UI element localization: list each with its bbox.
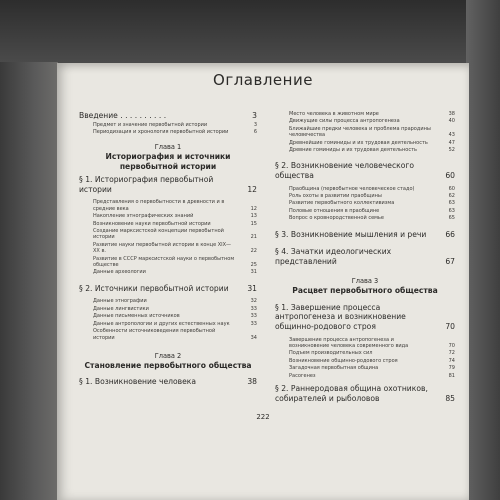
toc-section: § 2. Раннеродовая община охотников, собирателей и рыболовов 85 <box>275 384 455 403</box>
book-page <box>57 63 469 500</box>
toc-section: § 1. Завершение процесса антропогенеза и возникновение общинно-родового строя 70 <box>275 302 455 332</box>
chapter-heading: Глава 2 <box>154 351 182 360</box>
background-left <box>0 0 58 500</box>
toc-subentry: Завершение процесса антропогенеза и возникновение человека современного вида 70 <box>289 336 455 350</box>
chapter-title: Становление первобытного общества <box>84 360 252 370</box>
toc-subentry: Ближайшие предки человека и проблема прародины человечества 43 <box>289 125 455 139</box>
page-title: Оглавление <box>213 71 313 89</box>
toc-section: § 2. Источники первобытной истории 31 <box>79 283 257 293</box>
toc-section: § 1. Возникновение человека 38 <box>79 377 257 387</box>
toc-subentry: Накопление этнографических знаний 13 <box>93 213 257 220</box>
toc-subentry: Подъем производительных сил 72 <box>289 350 455 357</box>
toc-subentry: Создание марксистской концепции первобытной истории 21 <box>93 228 257 241</box>
toc-entry-intro: Введение . . . . . . . . . . 3 <box>79 111 257 120</box>
toc-subentry: Половые отношения в праобщине 63 <box>289 207 455 214</box>
toc-left-column <box>79 111 257 388</box>
toc-section: § 1. Историография первобытной истории 12 <box>79 175 257 194</box>
chapter-heading: Глава 1 <box>154 143 182 152</box>
toc-subentry: Данные письменных источников 33 <box>93 313 257 320</box>
background-right <box>466 0 500 500</box>
toc-subentry: Развитие в СССР марксистской науки о первобытном обществе 25 <box>93 255 257 269</box>
toc-subentry: Развитие науки первобытной истории в конце XIX—XX в. 22 <box>93 241 257 255</box>
toc-section: § 4. Зачатки идеологических представлений 67 <box>275 247 455 266</box>
toc-subentry: Возникновение науки первобытной истории 15 <box>93 220 257 227</box>
toc-subentry: Движущие силы процесса антропогенеза 40 <box>289 118 455 125</box>
toc-subentry: Особенности источниковедения первобытной истории 34 <box>93 328 257 341</box>
toc-subentry: Древнейшие гоминиды и их трудовая деятельность 47 <box>289 139 455 146</box>
toc-subentry: Возникновение общинно-родового строя 74 <box>289 357 455 364</box>
toc-right-column <box>275 111 455 404</box>
toc-subentry: Расогенез 81 <box>289 372 455 379</box>
toc-subentry: Развитие первобытного коллективизма 63 <box>289 200 455 207</box>
page-number: 222 <box>256 413 270 421</box>
toc-subentry: Данные археологии 31 <box>93 269 257 276</box>
toc-subentry: Периодизация и хронология первобытной истории 6 <box>93 129 257 135</box>
toc-subentry: Древние гоминиды и их трудовая деятельность 52 <box>289 147 455 154</box>
toc-subentry: Вопрос о кровнородственной семье 65 <box>289 215 455 222</box>
chapter-title: Расцвет первобытного общества <box>292 286 438 296</box>
background-top <box>0 0 500 62</box>
toc-subentry: Роль охоты в развитии праобщины 62 <box>289 193 455 200</box>
toc-subentry: Предмет и значение первобытной истории 3 <box>93 121 257 128</box>
toc-subentry: Представления о первобытности в древности и в средние века 12 <box>93 199 257 212</box>
toc-section: § 2. Возникновение человеческого общества 60 <box>275 161 455 181</box>
toc-subentry: Праобщина (первобытное человеческое стадо) 60 <box>289 185 455 192</box>
toc-subentry: Данные антропологии и других естественных наук 33 <box>93 320 257 327</box>
chapter-heading: Глава 3 <box>351 277 379 286</box>
toc-section: § 3. Возникновение мышления и речи 66 <box>275 229 455 239</box>
toc-subentry: Данные лингвистики 33 <box>93 305 257 312</box>
chapter-title: Историография и источники первобытной истории <box>105 152 231 171</box>
toc-subentry: Загадочная первобытная община 79 <box>289 365 455 372</box>
toc-subentry: Данные этнографии 32 <box>93 298 257 305</box>
toc-subentry: Место человека в животном мире 38 <box>289 111 455 117</box>
